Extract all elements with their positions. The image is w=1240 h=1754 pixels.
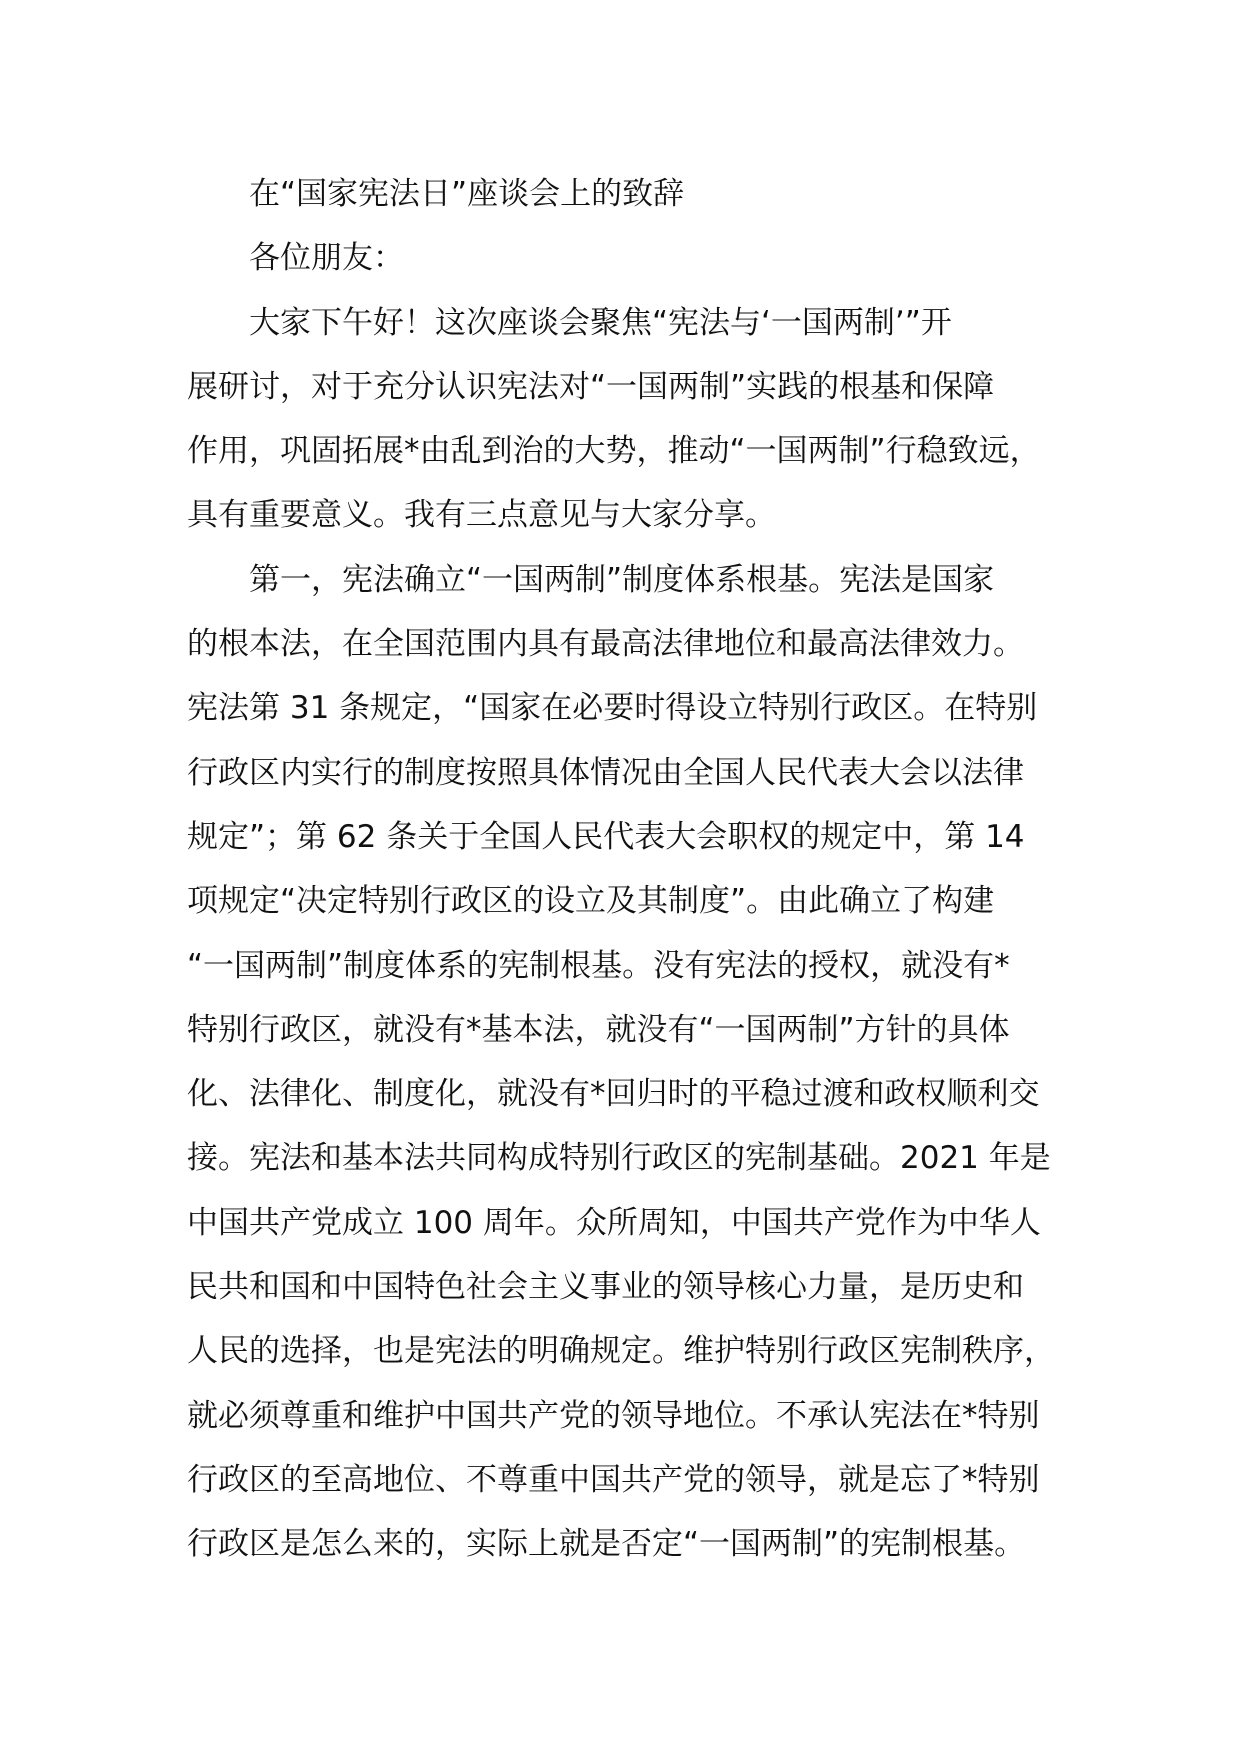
paragraph-line: 行政区的至高地位、不尊重中国共产党的领导，就是忘了*特别 xyxy=(187,1461,1040,1498)
paragraph-line: 接。宪法和基本法共同构成特别行政区的宪制基础。2021 年是 xyxy=(187,1140,1051,1177)
paragraph-line: 化、法律化、制度化，就没有*回归时的平稳过渡和政权顺利交 xyxy=(187,1076,1040,1113)
paragraph-line: 中国共产党成立 100 周年。众所周知，中国共产党作为中华人 xyxy=(187,1204,1041,1241)
paragraph-line: 规定”；第 62 条关于全国人民代表大会职权的规定中，第 14 xyxy=(187,818,1025,855)
paragraph-line: 作用，巩固拓展*由乱到治的大势，推动“一国两制”行稳致远， xyxy=(187,433,1041,470)
paragraph-line: 人民的选择，也是宪法的明确规定。维护特别行政区宪制秩序， xyxy=(187,1333,1055,1370)
paragraph-line: 行政区内实行的制度按照具体情况由全国人民代表大会以法律 xyxy=(187,754,1024,791)
paragraph-line: 民共和国和中国特色社会主义事业的领导核心力量，是历史和 xyxy=(187,1269,1024,1306)
paragraph-line: 宪法第 31 条规定，“国家在必要时得设立特别行政区。在特别 xyxy=(187,690,1038,727)
document-body xyxy=(187,162,1077,1577)
paragraph-line: 具有重要意义。我有三点意见与大家分享。 xyxy=(187,497,776,534)
paragraph-line: “一国两制”制度体系的宪制根基。没有宪法的授权，就没有* xyxy=(187,947,1010,984)
paragraph-line: 第一，宪法确立“一国两制”制度体系根基。宪法是国家 xyxy=(249,561,995,598)
paragraph-line: 大家下午好！这次座谈会聚焦“宪法与‘一国两制’”开 xyxy=(249,304,952,341)
paragraph-line: 项规定“决定特别行政区的设立及其制度”。由此确立了构建 xyxy=(187,883,995,920)
paragraph-line: 的根本法，在全国范围内具有最高法律地位和最高法律效力。 xyxy=(187,626,1024,663)
paragraph-line: 就必须尊重和维护中国共产党的领导地位。不承认宪法在*特别 xyxy=(187,1397,1040,1434)
paragraph-line: 特别行政区，就没有*基本法，就没有“一国两制”方针的具体 xyxy=(187,1011,1010,1048)
salutation: 各位朋友： xyxy=(249,240,404,277)
document-title: 在“国家宪法日”座谈会上的致辞 xyxy=(249,176,685,212)
paragraph-line: 展研讨，对于充分认识宪法对“一国两制”实践的根基和保障 xyxy=(187,368,995,405)
paragraph-line: 行政区是怎么来的，实际上就是否定“一国两制”的宪制根基。 xyxy=(187,1526,1026,1563)
